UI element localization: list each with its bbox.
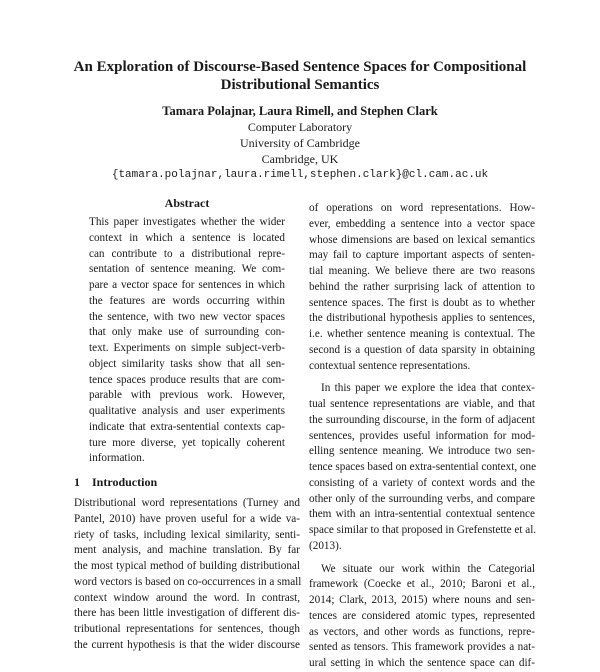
abstract-line: text. Experiments on simple subject-verb- (89, 342, 285, 354)
body-line: behind the rather surprising lack of attention to (309, 280, 535, 293)
body-line: the surrounding discourse, in the form of adjacent (309, 413, 535, 426)
paragraph (309, 201, 535, 374)
abstract-line: sentation of sentence meaning. We com- (89, 263, 285, 276)
abstract-line: object similarity tasks show that all sen- (89, 357, 285, 370)
body-line: i.e. whether sentence meaning is contextual. The (309, 328, 535, 340)
section-heading-introduction (74, 474, 300, 490)
body-line: tual sentence representations are viable, and that (309, 398, 535, 410)
affiliation-line: University of Cambridge (240, 136, 360, 150)
abstract-body (89, 215, 285, 467)
body-line: tributional representations for sentences, though (74, 623, 300, 635)
body-line: elling sentence meaning. We introduce two sen- (309, 445, 535, 458)
abstract-line: can contribute to a distributional repre- (89, 247, 285, 260)
body-line: second is a question of data sparsity in obtaining (309, 343, 535, 356)
body-line: the most typical method of building distributional (74, 560, 300, 572)
body-line: tence spaces based on extra-sentential context, one (309, 461, 537, 473)
body-line: ment analysis, and machine translation. By far (74, 544, 300, 557)
abstract-line: ture more diverse, yet topically coherent (89, 436, 285, 449)
affiliation-block (40, 119, 560, 183)
section-title: Introduction (92, 475, 158, 489)
body-line: sentences, provides useful information for mod- (309, 429, 535, 442)
abstract-line: information. (89, 452, 145, 465)
body-line: as vectors, and other words as functions, repre- (309, 625, 535, 638)
title-line: An Exploration of Discourse-Based Sentence Spaces for Compositional (73, 59, 527, 75)
abstract-line: the features are words occurring within (89, 294, 285, 307)
abstract-line: pare a vector space for sentences in which (89, 279, 285, 291)
abstract-line: context in which a sentence is located (89, 231, 285, 244)
body-line: them with an intra-sentential contextual sentence (309, 508, 535, 521)
body-line: In this paper we explore the idea that contex- (321, 382, 535, 395)
body-line: space similar to that proposed in Grefenstette et al. (309, 524, 537, 536)
body-line: ural setting in which the sentence space can dif- (309, 657, 535, 669)
title-line: Distributional Semantics (220, 77, 380, 93)
affiliation-line: Computer Laboratory (247, 120, 353, 134)
body-line: of operations on word representations. How- (309, 202, 535, 214)
body-line: word vectors is based on co-occurrences in a small (74, 575, 302, 588)
author-list: Tamara Polajnar, Laura Rimell, and Stephen Clark (162, 104, 438, 118)
abstract-line: parable with previous work. However, (89, 389, 285, 402)
body-line: whose dimensions are based on lexical semantics (309, 233, 535, 246)
body-line: may fail to capture important aspects of senten- (309, 249, 535, 262)
paper-title (40, 58, 560, 94)
author-email: {tamara.polajnar,laura.rimell,stephen.clark}@cl.cam.ac.uk (111, 169, 489, 181)
body-line: (2013). (309, 539, 342, 552)
body-line: there has been little investigation of different dis- (74, 607, 300, 620)
right-column (309, 201, 535, 672)
section-number: 1 (74, 475, 80, 489)
body-line: the distributional hypothesis applies to sentences, (309, 312, 535, 325)
body-line: Pantel, 2010) have proven useful for a wide va- (74, 512, 300, 525)
body-line: consisting of a variety of context words and the (309, 476, 535, 489)
body-line: framework (Coecke et al., 2010; Baroni et al., (309, 578, 535, 591)
body-line: 2014; Clark, 2013, 2015) where nouns and sen- (309, 594, 535, 606)
body-line: riety of tasks, including lexical similarity, senti- (74, 528, 300, 541)
body-line: Distributional word representations (Turney and (74, 497, 300, 509)
abstract-line: that only make use of surrounding con- (89, 326, 285, 339)
body-line: the current hypothesis is that the wider discourse (74, 638, 300, 651)
left-column (74, 195, 300, 654)
body-line: other only of the surrounding verbs, and compare (309, 492, 535, 505)
abstract-line: This paper investigates whether the wider (89, 216, 285, 228)
body-line: tial meaning. We believe there are two reasons (309, 265, 535, 277)
affiliation-line: Cambridge, UK (261, 152, 339, 166)
body-line: contextual sentence representations. (309, 359, 471, 372)
body-line: We situate our work within the Categorial (321, 562, 535, 575)
body-line: ever, embedding a sentence into a vector space (309, 217, 535, 230)
body-line: sented as tensors. This framework provides a nat- (309, 641, 535, 654)
abstract-line: tence spaces produce results that are com- (89, 373, 285, 386)
body-line: context window around the word. In contrast, (74, 591, 300, 604)
abstract-line: the sentence, with two new vector spaces (89, 310, 285, 323)
abstract-line: qualitative analysis and user experiments (89, 405, 285, 417)
body-line: tences are considered atomic types, represented (309, 609, 535, 622)
introduction-body-left (74, 496, 300, 654)
paragraph (309, 562, 535, 672)
abstract-line: indicate that extra-sentential contexts cap- (89, 420, 285, 433)
body-line: sentence spaces. The first is doubt as to whether (309, 296, 535, 309)
paragraph (309, 381, 535, 554)
abstract-heading: Abstract (164, 196, 210, 210)
